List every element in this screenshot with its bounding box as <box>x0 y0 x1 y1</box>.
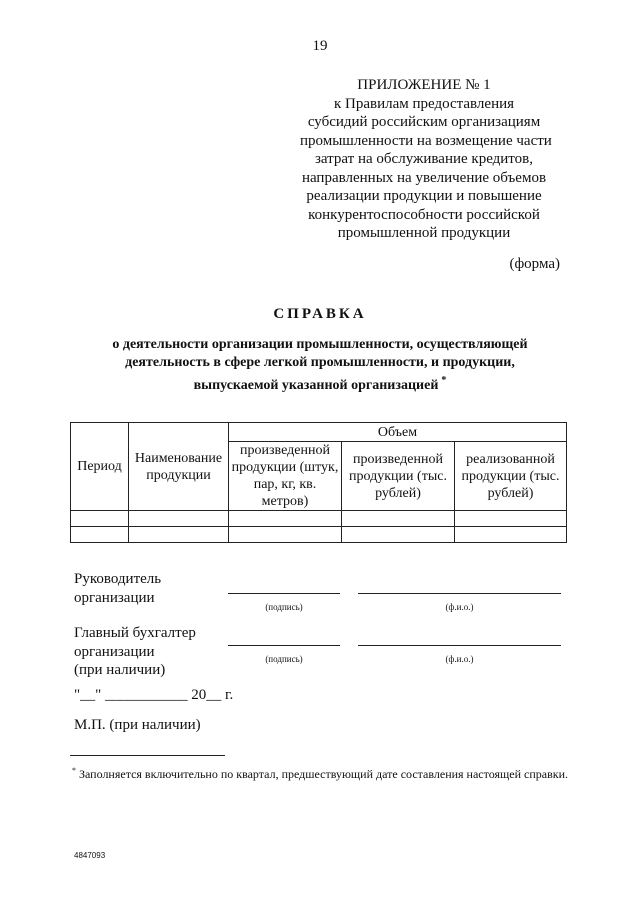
table-cell <box>229 511 342 527</box>
header-product-name: Наименование продукции <box>129 423 229 511</box>
appendix-line: реализации продукции и повышение <box>306 188 542 204</box>
table-cell <box>455 527 567 543</box>
appendix-line: промышленности на возмещение части <box>300 132 552 149</box>
appendix-line: направленных на увеличение объемов <box>301 169 547 186</box>
table-header-row <box>71 423 567 442</box>
head-name-hint: (ф.и.о.) <box>445 602 474 612</box>
accountant-label <box>74 624 196 680</box>
table-cell <box>342 511 455 527</box>
head-signature-line <box>228 593 340 594</box>
report-table <box>70 422 567 543</box>
document-subtitle <box>60 336 580 395</box>
footnote-mark: * <box>72 766 76 775</box>
accountant-label-line: (при наличии) <box>74 662 166 678</box>
header-period: Период <box>71 423 129 511</box>
table-row <box>71 527 567 543</box>
head-signature-hint: (подпись) <box>265 602 303 612</box>
stamp-label: М.П. (при наличии) <box>74 717 201 733</box>
accountant-signature-line <box>228 645 340 646</box>
accountant-name-line <box>358 645 561 646</box>
header-produced-rub: произведенной продукции (тыс. рублей) <box>342 442 455 511</box>
appendix-line: субсидий российским организациям <box>307 114 541 130</box>
accountant-signature-hint: (подпись) <box>265 654 303 664</box>
footnote-marker: * <box>441 375 447 386</box>
page-number: 19 <box>312 38 328 54</box>
appendix-line: конкурентоспособности российской <box>308 206 540 223</box>
appendix-line: затрат на обслуживание кредитов, <box>314 151 533 167</box>
form-label: (форма) <box>509 256 560 272</box>
accountant-label-line: Главный бухгалтер <box>74 625 196 641</box>
appendix-header <box>300 76 552 243</box>
table-cell <box>129 511 229 527</box>
subtitle-line: деятельность в сфере легкой промышленности, и продукции, <box>125 355 515 370</box>
table-cell <box>129 527 229 543</box>
head-label <box>74 570 161 607</box>
table-cell <box>71 527 129 543</box>
head-name-line <box>358 593 561 594</box>
accountant-label-line: организации <box>74 643 155 660</box>
date-line: "__" ___________ 20__ г. <box>74 687 234 703</box>
table-cell <box>71 511 129 527</box>
footnote-divider <box>70 755 225 756</box>
appendix-line: ПРИЛОЖЕНИЕ № 1 <box>357 77 491 93</box>
table-cell <box>229 527 342 543</box>
accountant-name-hint: (ф.и.о.) <box>445 654 474 664</box>
document-title: СПРАВКА <box>273 306 367 322</box>
subtitle-line <box>60 372 580 395</box>
footnote <box>72 763 572 782</box>
document-code: 4847093 <box>74 851 106 860</box>
appendix-line: к Правилам предоставления <box>333 95 515 112</box>
table-cell <box>342 527 455 543</box>
head-label-line: организации <box>74 589 155 606</box>
table-cell <box>455 511 567 527</box>
header-volume: Объем <box>229 423 567 442</box>
footnote-text: Заполняется включительно по квартал, предшествующий дате составления настоящей справки. <box>79 767 568 781</box>
subtitle-line-text: выпускаемой указанной организацией <box>193 378 439 393</box>
appendix-line: промышленной продукции <box>337 225 511 241</box>
header-sold-rub: реализованной продукции (тыс. рублей) <box>455 442 567 511</box>
table-row <box>71 511 567 527</box>
subtitle-line: о деятельности организации промышленности, осуществляющей <box>112 337 528 352</box>
head-label-line: Руководитель <box>74 571 162 587</box>
header-produced-units: произведенной продукции (штук, пар, кг, кв. метров) <box>229 442 342 511</box>
